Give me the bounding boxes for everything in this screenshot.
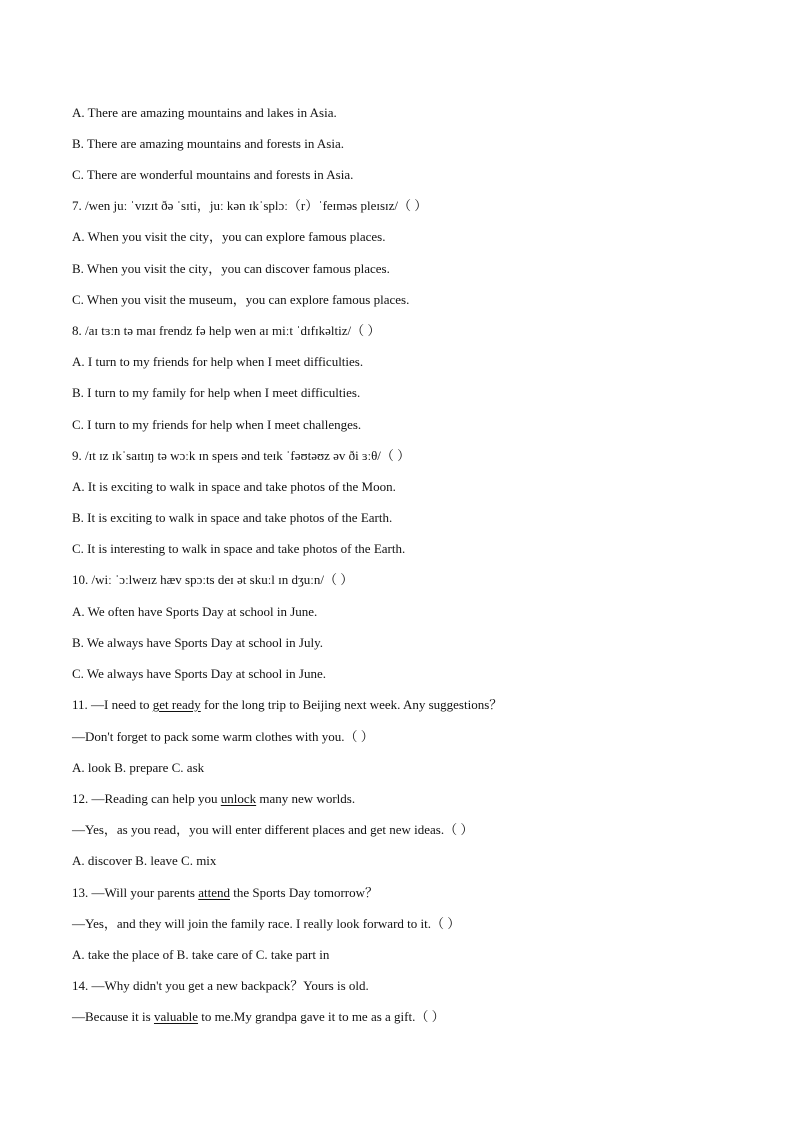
text-segment: 9. /ɪt ɪz ɪkˈsaɪtɪŋ tə wɔːk ɪn speɪs ənd teɪk ˈfəʊtəʊz əv ði ɜːθ/（ ） — [72, 448, 411, 463]
underlined-term: get ready — [152, 697, 201, 712]
text-line — [72, 261, 390, 277]
text-segment: A. I turn to my friends for help when I meet difficulties. — [72, 354, 364, 369]
text-line — [72, 292, 409, 308]
text-segment: 8. /aɪ tɜːn tə maɪ frendz fə help wen aɪ miːt ˈdɪfɪkəltiz/（ ） — [72, 323, 381, 338]
text-segment: C. There are wonderful mountains and forests in Asia. — [72, 167, 354, 182]
text-line — [72, 635, 323, 651]
question-14-stem — [72, 978, 369, 994]
text-segment: 11. —I need to — [72, 697, 153, 712]
question-7-stem — [72, 198, 427, 214]
text-line — [72, 760, 204, 776]
question-8-stem — [72, 323, 380, 339]
text-segment: 13. —Will your parents — [72, 885, 199, 900]
text-segment: A. There are amazing mountains and lakes in Asia. — [72, 105, 337, 120]
question-10-stem — [72, 572, 353, 588]
text-segment: C. It is interesting to walk in space and take photos of the Earth. — [72, 541, 406, 556]
text-line — [72, 136, 344, 152]
underlined-term: attend — [198, 885, 230, 900]
question-12-stem — [72, 791, 355, 807]
text-line — [72, 1009, 445, 1025]
text-segment: A. When you visit the city，you can explore famous places. — [72, 229, 386, 244]
text-line — [72, 541, 405, 557]
text-segment: the Sports Day tomorrow？ — [229, 885, 379, 900]
text-line — [72, 853, 216, 869]
underlined-term: unlock — [220, 791, 257, 806]
text-segment: many new worlds. — [256, 791, 356, 806]
text-segment: B. There are amazing mountains and forests in Asia. — [72, 136, 344, 151]
text-segment: C. We always have Sports Day at school in June. — [72, 666, 326, 681]
text-line — [72, 417, 361, 433]
text-line — [72, 822, 473, 838]
text-segment: to me.My grandpa gave it to me as a gift.（ ） — [198, 1009, 445, 1024]
text-segment: 14. —Why didn't you get a new backpack？Yours is old. — [72, 978, 369, 993]
text-segment: C. When you visit the museum，you can explore famous places. — [72, 292, 410, 307]
question-9-stem — [72, 448, 410, 464]
text-segment: for the long trip to Beijing next week. Any suggestions？ — [200, 697, 503, 712]
text-line — [72, 229, 386, 245]
text-segment: B. When you visit the city，you can discover famous places. — [72, 261, 390, 276]
text-segment: A. take the place of B. take care of C. take part in — [72, 947, 330, 962]
underlined-term: valuable — [153, 1009, 199, 1024]
text-segment: A. discover B. leave C. mix — [72, 853, 217, 868]
text-line — [72, 105, 337, 121]
text-line — [72, 666, 326, 682]
text-segment: B. We always have Sports Day at school in July. — [72, 635, 323, 650]
text-segment: 10. /wiː ˈɔːlweɪz hæv spɔːts deɪ ət skuːl ɪn dʒuːn/（ ） — [72, 572, 354, 587]
text-segment: A. It is exciting to walk in space and take photos of the Moon. — [72, 479, 396, 494]
question-13-stem — [72, 885, 378, 901]
text-line — [72, 479, 396, 495]
text-segment: —Don't forget to pack some warm clothes with you.（ ） — [72, 729, 374, 744]
text-segment: A. look B. prepare C. ask — [72, 760, 205, 775]
question-11-stem — [72, 697, 502, 713]
text-segment: A. We often have Sports Day at school in June. — [72, 604, 318, 619]
text-segment: 12. —Reading can help you — [72, 791, 221, 806]
text-line — [72, 167, 353, 183]
text-segment: —Yes，and they will join the family race. I really look forward to it.（ ） — [72, 916, 461, 931]
text-segment: C. I turn to my friends for help when I meet challenges. — [72, 417, 362, 432]
text-segment: —Because it is — [72, 1009, 154, 1024]
text-segment: B. It is exciting to walk in space and take photos of the Earth. — [72, 510, 393, 525]
text-line — [72, 510, 392, 526]
text-line — [72, 354, 363, 370]
text-line — [72, 916, 460, 932]
text-segment: 7. /wen juː ˈvɪzɪt ðə ˈsɪti，juː kən ɪkˈsplɔː（r）ˈfeɪməs pleɪsɪz/（ ） — [72, 198, 428, 213]
text-line — [72, 385, 360, 401]
text-segment: B. I turn to my family for help when I meet difficulties. — [72, 385, 361, 400]
text-line — [72, 947, 329, 963]
text-segment: —Yes，as you read，you will enter different places and get new ideas.（ ） — [72, 822, 474, 837]
text-line — [72, 604, 317, 620]
text-line — [72, 729, 374, 745]
